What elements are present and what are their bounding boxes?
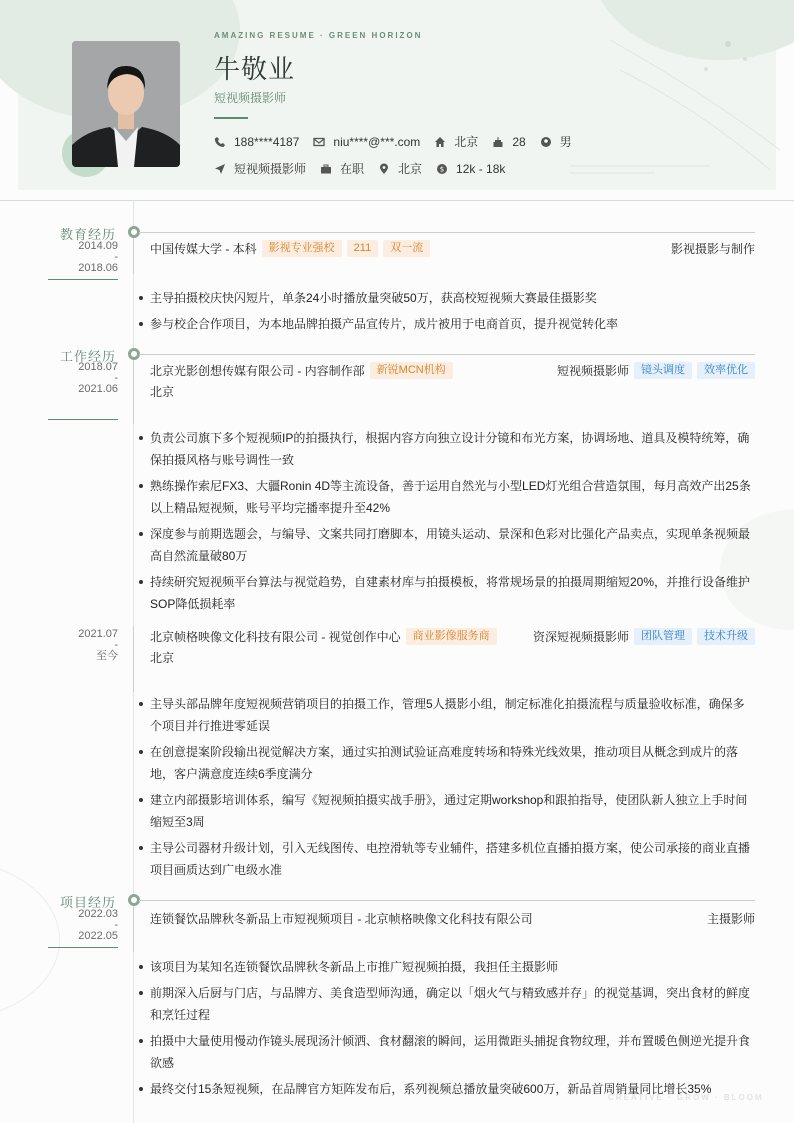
salary-icon: [436, 163, 448, 175]
project-date-end: 2022.05: [78, 930, 118, 942]
location-pin-icon: [378, 163, 390, 175]
entry-rule-project: [139, 900, 755, 901]
intent-salary-text: 12k - 18k: [456, 161, 506, 176]
resume-header: [0, 0, 794, 200]
contact-email: [313, 135, 420, 149]
candidate-name: 牛敬业: [214, 54, 296, 84]
work1-date-start: 2018.07: [78, 361, 118, 373]
entry-rule-work: [139, 354, 755, 355]
edu-date-start: 2014.09: [78, 240, 118, 252]
education-tag: 211: [347, 240, 379, 257]
list-item: 建立内部摄影培训体系，编写《短视频拍摄实战手册》，通过定期workshop和跟拍指导，使团队新人独立上手时间缩短至3周: [138, 789, 755, 833]
project-entry-header: [150, 910, 755, 927]
work1-skill-tag: 效率优化: [697, 362, 755, 379]
list-item: 最终交付15条短视频，在品牌官方矩阵发布后，系列视频总播放量突破600万，新品首周销量同比增长35%: [138, 1078, 755, 1100]
work2-company: 北京帧格映像文化科技有限公司 - 视觉创作中心: [150, 630, 401, 644]
project-name: 连锁餐饮品牌秋冬新品上市短视频项目 - 北京帧格映像文化科技有限公司: [150, 912, 533, 926]
intent-city-text: 北京: [398, 162, 423, 176]
contact-phone-text: 188****4187: [234, 134, 300, 149]
entry-bar-education: [133, 238, 134, 274]
contact-phone: [214, 135, 299, 149]
work1-bullets: [138, 427, 755, 615]
list-item: 负责公司旗下多个短视频IP的拍摄执行，根据内容方向独立设计分镜和布光方案，协调场地、道具及模特统筹，确保拍摄风格与账号调性一致: [138, 427, 755, 471]
cake-icon: [492, 136, 504, 148]
work1-role: 短视频摄影师: [556, 364, 629, 378]
work2-date-start: 2021.07: [78, 628, 118, 640]
list-item: 主导头部品牌年度短视频营销项目的拍摄工作，管理5人摄影小组，制定标准化拍摄流程与质量验收标准，确保多个项目并行推进零延误: [138, 693, 755, 737]
edu-date-sep: -: [114, 251, 118, 263]
work1-location: 北京: [150, 385, 175, 399]
header-tagline: AMAZING RESUME · GREEN HORIZON: [214, 31, 423, 40]
list-item: 拍摄中大量使用慢动作镜头展现汤汁倾洒、食材翻滚的瞬间，运用微距头捕捉食物纹理，并布置暖色侧逆光提升食欲感: [138, 1030, 755, 1074]
intent-salary: [436, 162, 505, 176]
edu-date-end: 2018.06: [78, 262, 118, 274]
home-icon: [434, 136, 446, 148]
send-icon: [214, 163, 226, 175]
gender-icon: [540, 136, 552, 148]
work1-company: 北京光影创想传媒有限公司 - 内容制作部: [150, 364, 365, 378]
list-item: 参与校企合作项目，为本地品牌拍摄产品宣传片，成片被用于电商首页，提升视觉转化率: [138, 313, 755, 335]
intent-city: [378, 160, 422, 177]
list-item: 在创意提案阶段输出视觉解决方案，通过实拍测试验证高难度转场和特殊光线效果，推动项目从概念到成片的落地，客户满意度连续6季度满分: [138, 741, 755, 785]
work1-date-sep: -: [114, 372, 118, 384]
work2-skill-tag: 技术升级: [697, 628, 755, 645]
contact-row: [214, 133, 586, 150]
project-date-start: 2022.03: [78, 908, 118, 920]
entry-rule-education: [139, 232, 755, 233]
entry-bar-work2: [133, 626, 134, 692]
work1-skill-tag: 镜头调度: [634, 362, 692, 379]
name-divider: [214, 117, 248, 119]
work2-skill-tag: 团队管理: [634, 628, 692, 645]
phone-icon: [214, 136, 226, 148]
list-item: 该项目为某知名连锁餐饮品牌秋冬新品上市推广短视频拍摄，我担任主摄影师: [138, 956, 755, 978]
list-item: 前期深入后厨与门店，与品牌方、美食造型师沟通，确定以「烟火气与精致感并存」的视觉基调，突出食材的鲜度和烹饪过程: [138, 982, 755, 1026]
intent-status-text: 在职: [340, 162, 365, 176]
contact-age: [492, 135, 525, 149]
education-tag: 双一流: [383, 240, 430, 257]
education-entry-header: [150, 240, 755, 257]
project-role: 主摄影师: [706, 912, 755, 926]
section-underline-education: [48, 279, 118, 280]
profile-photo: [72, 41, 180, 167]
work1-company-tag: 新锐MCN机构: [370, 362, 453, 379]
contact-city: [434, 133, 478, 150]
contact-gender: [540, 133, 572, 150]
contact-email-text: niu****@***.com: [333, 134, 421, 149]
work2-location: 北京: [150, 651, 175, 665]
project-bullets: [138, 956, 755, 1100]
work2-bullets: [138, 693, 755, 881]
section-underline-work: [48, 419, 118, 420]
education-major: 影视摄影与制作: [670, 242, 755, 256]
intent-position: [214, 160, 306, 177]
entry-bar-work1: [133, 360, 134, 424]
avatar: [62, 41, 180, 176]
list-item: 熟练操作索尼FX3、大疆Ronin 4D等主流设备，善于运用自然光与小型LED灯光组合营造氛围，每月高效产出25条以上精品短视频，账号平均完播率提升至42%: [138, 475, 755, 519]
work2-date-end: 至今: [96, 650, 118, 662]
list-item: 主导拍摄校庆快闪短片，单条24小时播放量突破50万，获高校短视频大赛最佳摄影奖: [138, 287, 755, 309]
contact-gender-text: 男: [559, 135, 572, 149]
list-item: 深度参与前期选题会，与编导、文案共同打磨脚本，用镜头运动、景深和色彩对比强化产品卖点，实现单条视频最高自然流量破80万: [138, 523, 755, 567]
intent-status: [320, 160, 364, 177]
svg-text:$: $: [439, 165, 445, 174]
work1-entry-header: [150, 362, 755, 379]
candidate-title: 短视频摄影师: [214, 91, 287, 105]
contact-age-text: 28: [512, 134, 526, 149]
section-title-education: 教育经历: [59, 227, 116, 242]
section-title-project: 项目经历: [59, 895, 116, 910]
education-school: 中国传媒大学 - 本科: [150, 242, 257, 256]
section-title-work: 工作经历: [59, 349, 116, 364]
education-tag: 影视专业强校: [262, 240, 342, 257]
education-bullets: [138, 287, 755, 335]
list-item: 持续研究短视频平台算法与视觉趋势，自建素材库与拍摄模板，将常规场景的拍摄周期缩短20%，并推行设备维护SOP降低损耗率: [138, 571, 755, 615]
briefcase-icon: [320, 163, 332, 175]
mail-icon: [313, 136, 325, 148]
header-divider: [0, 200, 794, 201]
footer-watermark: CREATIVE · GROW · BLOOM: [608, 1093, 764, 1102]
section-underline-project: [48, 947, 118, 948]
contact-city-text: 北京: [454, 135, 479, 149]
job-intent-row: [214, 160, 519, 177]
work1-date-end: 2021.06: [78, 383, 118, 395]
work2-role: 资深短视频摄影师: [532, 630, 629, 644]
project-date-sep: -: [114, 919, 118, 931]
list-item: 主导公司器材升级计划，引入无线图传、电控滑轨等专业辅件，搭建多机位直播拍摄方案，使公司承接的商业直播项目画质达到广电级水准: [138, 837, 755, 881]
intent-position-text: 短视频摄影师: [234, 162, 307, 176]
work2-company-tag: 商业影像服务商: [406, 628, 497, 645]
work2-entry-header: [150, 628, 755, 645]
work2-date-sep: -: [114, 639, 118, 651]
entry-bar-project: [133, 906, 134, 952]
